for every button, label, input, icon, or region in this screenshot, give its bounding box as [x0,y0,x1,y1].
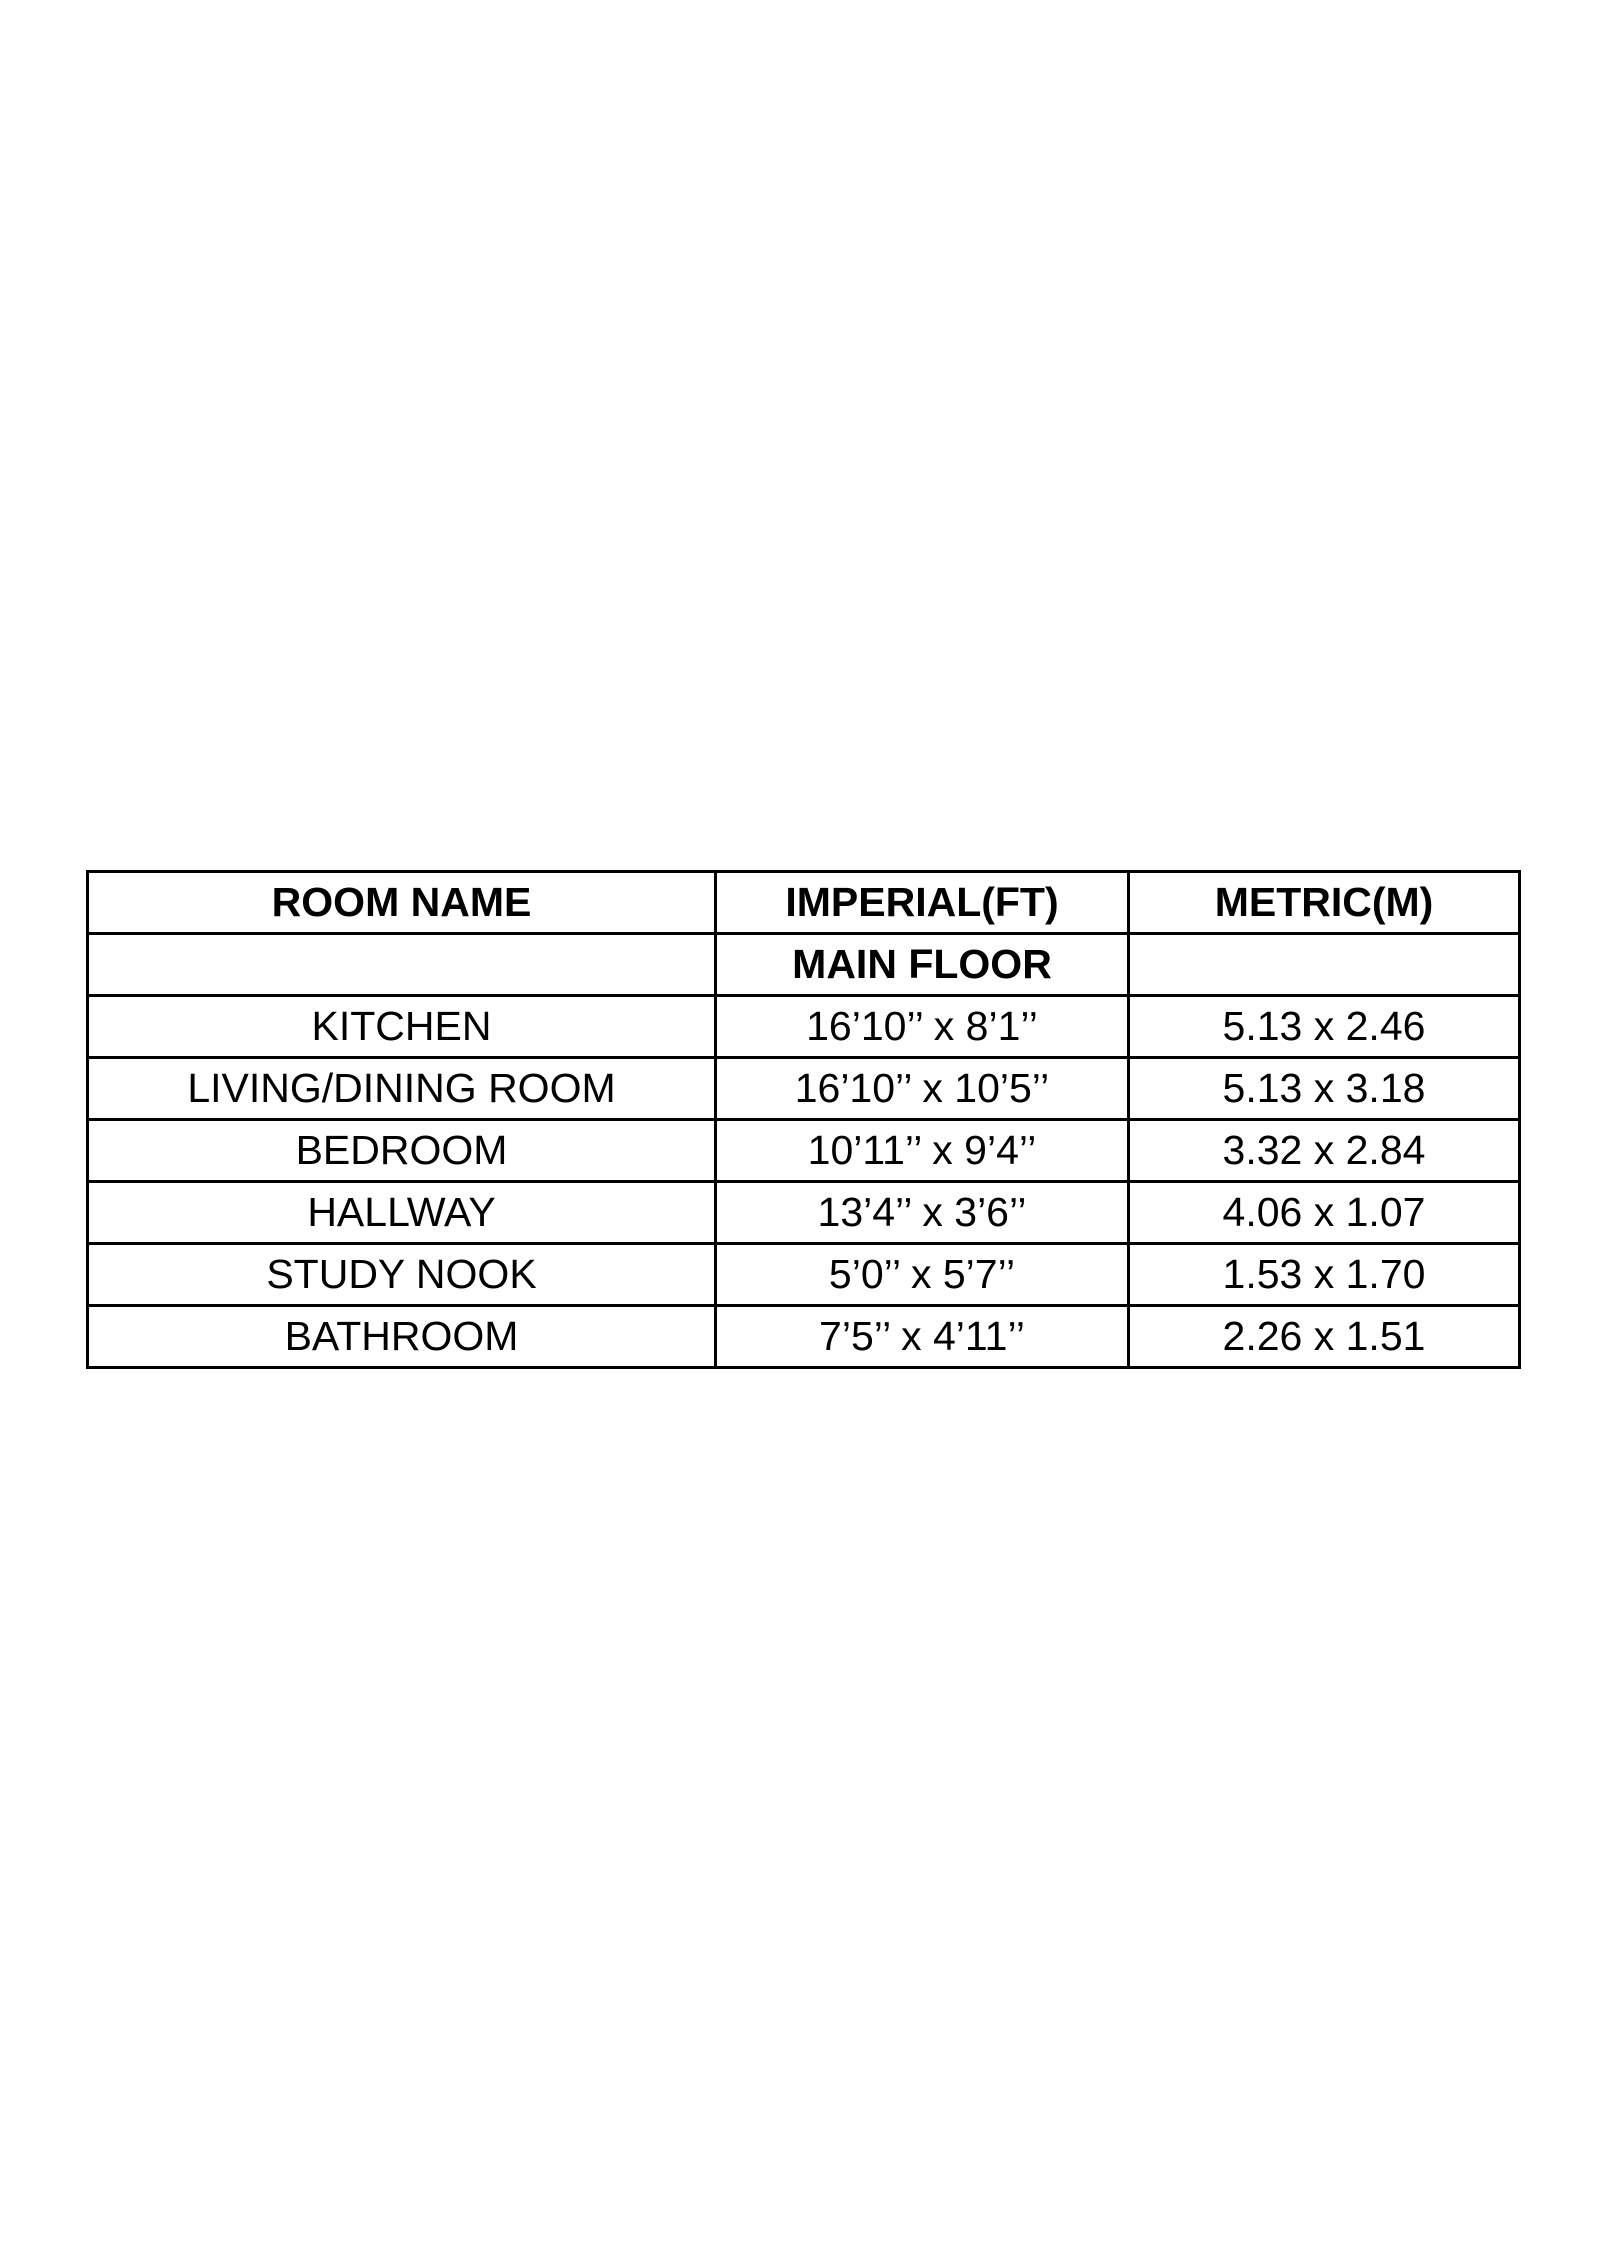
room-name-cell: BEDROOM [88,1120,716,1182]
imperial-cell: 10’11’’ x 9’4’’ [716,1120,1129,1182]
metric-cell: 5.13 x 2.46 [1129,996,1520,1058]
metric-cell: 5.13 x 3.18 [1129,1058,1520,1120]
room-name-cell: HALLWAY [88,1182,716,1244]
table-row [88,1058,1520,1120]
section-room-cell [88,934,716,996]
section-label-main-floor: MAIN FLOOR [716,934,1129,996]
room-name-cell: KITCHEN [88,996,716,1058]
imperial-cell: 5’0’’ x 5’7’’ [716,1244,1129,1306]
table-row [88,1182,1520,1244]
metric-cell: 2.26 x 1.51 [1129,1306,1520,1368]
metric-cell: 4.06 x 1.07 [1129,1182,1520,1244]
table-row [88,996,1520,1058]
metric-cell: 1.53 x 1.70 [1129,1244,1520,1306]
imperial-cell: 13’4’’ x 3’6’’ [716,1182,1129,1244]
room-name-cell: LIVING/DINING ROOM [88,1058,716,1120]
table-row [88,1120,1520,1182]
header-room-name: ROOM NAME [88,872,716,934]
section-row [88,934,1520,996]
header-metric: METRIC(M) [1129,872,1520,934]
imperial-cell: 16’10’’ x 8’1’’ [716,996,1129,1058]
metric-cell: 3.32 x 2.84 [1129,1120,1520,1182]
table-row [88,1244,1520,1306]
room-dimensions-table [86,870,1521,1369]
table-row [88,1306,1520,1368]
room-name-cell: BATHROOM [88,1306,716,1368]
imperial-cell: 16’10’’ x 10’5’’ [716,1058,1129,1120]
header-row [88,872,1520,934]
header-imperial: IMPERIAL(FT) [716,872,1129,934]
room-name-cell: STUDY NOOK [88,1244,716,1306]
imperial-cell: 7’5’’ x 4’11’’ [716,1306,1129,1368]
section-metric-cell [1129,934,1520,996]
